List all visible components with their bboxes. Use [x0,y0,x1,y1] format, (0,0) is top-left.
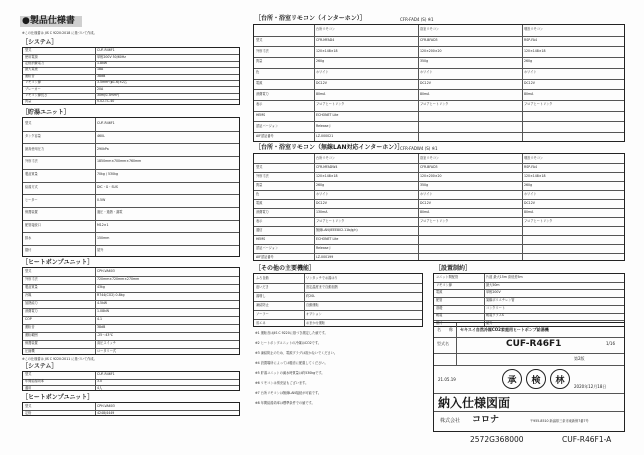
table-cell: フロアヒートリンク [420,102,449,107]
table-cell: 据付 [436,321,443,326]
table-cell: 最大電流 [25,67,38,72]
remote2-title: ［台所・浴室リモコン（無線LAN対応インターホン）］ [255,144,404,151]
table-cell: 120×200×20 [420,48,442,53]
table-row-divider [254,132,624,133]
table-cell: CPH-VA603 [97,269,115,273]
model-label: 型式名 [437,341,449,346]
table-cell: 過圧・過熱・漏電 [97,210,123,215]
table-cell: 運転音 [25,325,35,329]
table-row-divider [23,245,239,246]
table-cell: M12×1 [97,222,109,227]
revision-date: 21.05.19 [438,377,456,382]
table-cell: ホワイト [316,191,329,196]
table-cell: 色 [256,70,260,75]
table-row-divider [254,253,624,254]
table-column-divider [95,372,96,390]
table-cell: 型式 [256,38,263,43]
table-row-divider [23,131,239,132]
table-cell: 給湯方式 [25,184,38,189]
titleblock [433,322,625,432]
table-row-divider [254,36,624,37]
table-cell: 80mA [524,209,534,214]
table-cell: フロアヒートリンク [524,218,553,223]
table-cell: CFR-BFAD3 [420,38,438,43]
footnote: ※8 年間給湯効率は標準条件での値です。 [255,401,315,405]
table-cell: ワンタッチでお湯はり [306,275,338,280]
table-cell: 0.5W [97,197,106,202]
table-column-divider [304,274,305,326]
table-cell: 定格消費電力 [25,61,45,65]
table-cell: 電源 [256,80,263,85]
table-row-divider [23,284,239,285]
table-row-divider [23,348,239,349]
table-cell: LZ-000021 [316,134,334,139]
table-cell: CPH-VA603 [97,403,115,408]
table-cell: 20A [97,86,104,91]
table-header-cell: 浴室リモコン [420,27,440,32]
table-cell: 使用電源 [25,54,38,59]
table-cell: 設定温度まで自動加熱 [306,284,338,289]
remote1-table [253,24,625,142]
heatpump2-section-title: ［ヒートポンプユニット］ [22,394,94,401]
table-row-divider [23,385,239,386]
table-column-divider [484,274,485,326]
name-label: 名 称 [437,327,453,332]
table-cell: 冷媒 [25,293,32,297]
table-cell: ブレーカー [25,86,41,91]
table-cell: フロアヒートリンク [524,102,553,107]
table-cell: DC12V [316,200,327,205]
table-column-divider [95,268,96,354]
table-cell: 外形寸法 [256,48,269,53]
page-title: ●製品仕様書 [22,16,75,26]
footnote: ※3 凍結防止のため、電源プラグは抜かないでください。 [255,351,338,355]
sheet-number: 1/16 [606,341,615,346]
table-cell: CUF-R46F1 [97,372,115,377]
table-cell: 型式 [25,403,32,408]
table-cell: CUF-R46F1 [97,121,115,126]
table-row-divider [254,68,624,69]
table-cell: DIC・G・SUS [97,184,118,189]
table-cell: オプション [306,311,322,316]
table-cell: R744(CO2) 0.8kg [97,293,125,297]
table-cell: 製品質量 [25,285,38,289]
table-row-divider [434,297,624,298]
table-cell: 18A [97,67,104,72]
table-row-divider [23,232,239,233]
table-cell: Release J [316,245,331,250]
tank-section-title: ［貯湯ユニット］ [22,109,70,116]
table-cell: 型式 [25,372,32,377]
table-cell: 単相200V 50/60Hz [97,54,126,59]
table-cell: ホワイト [316,70,329,75]
table-cell: 260g [524,59,533,64]
footer-code: 2572G368000 [470,435,524,444]
remote2-model: CFR-FADW4 (S) ※1 [400,146,438,151]
table-cell: AIF認証番号 [256,254,274,259]
table-cell: 120×148×18 [524,48,546,53]
table-cell: 片道 最大15m 高低差5m [486,274,523,279]
table-cell: 4.1 [97,317,103,321]
table-cell: 720mm×720mm×270mm [97,277,140,281]
table-cell: 1850mm×700mm×760mm [97,159,142,164]
table-cell: 290kPa [97,146,109,151]
table-cell: DC12V [316,80,327,85]
table-cell: CUF-R46F1 [97,48,115,53]
table-cell: 80mA [524,91,534,96]
table-row-divider [23,379,239,380]
table-column-divider [522,25,523,141]
table-cell: 色 [256,191,260,196]
table-row-divider [23,194,239,195]
table-cell: Release J [316,123,331,128]
table-row-divider [254,172,624,173]
table-column-divider [418,154,419,260]
table-row-divider [254,208,624,209]
table-cell: 最高使用圧力 [25,146,45,151]
table-cell: 120×200×20 [420,173,442,178]
table-row-divider [23,67,239,68]
table-cell: 型式 [25,121,32,126]
table-cell: 通信 [256,227,263,232]
table-cell: AIF認証番号 [256,134,274,139]
functions-table [253,273,423,327]
table-cell: 38dB [97,73,106,78]
table-cell: 凍結防止 [256,302,269,307]
table-cell: 圧縮機 [25,349,35,353]
table-cell: 排水 [25,235,32,240]
table-row-divider [23,220,239,221]
table-cell: 消費電力 [256,209,269,214]
table-cell: 外形寸法 [25,277,38,281]
functions-title: ［その他の主要機能］ [255,265,316,272]
table-cell: 43kg [97,285,105,289]
table-row-divider [434,313,624,314]
table-cell: ホワイト [420,70,433,75]
table-header-cell: 増設リモコン [524,27,544,32]
table-cell: 消費電力 [256,91,269,96]
table-row-divider [23,207,239,208]
heatpump-section-title: ［ヒートポンプユニット］ [22,259,94,266]
table-cell: 約20L [306,293,316,298]
table-cell: 260g [316,59,325,64]
table-cell: ヒーター [25,197,38,202]
system-table [22,47,240,105]
table-cell: 追いだき [256,284,269,289]
table-row-divider [254,57,624,58]
table-cell: 130mA [316,209,328,214]
table-cell: 150mm [97,235,110,240]
table-row-divider [254,226,624,227]
footnote: ※2 ヒートポンプユニットの冷媒はCO2です。 [255,341,321,345]
table-row-divider [254,235,624,236]
table-cell: 型式 [256,164,263,169]
sheet-edition: 第2版 [574,356,585,361]
table-cell: 350g [420,182,429,187]
table-cell: フロアヒートリンク [316,102,345,107]
table-cell: 電源 [256,200,263,205]
table-cell: 型式 [25,48,32,53]
table-row-divider [254,46,624,47]
table-row-divider [254,163,624,164]
table-cell: 1.8kW [97,61,108,65]
table-row-divider [434,305,624,306]
table-cell: 4248/4449 [97,410,115,415]
table-cell: 電源 [436,290,443,295]
table-cell: 80mA [420,209,430,214]
table-cell: DC12V [524,200,535,205]
table-cell: 4人 [97,385,103,390]
table-cell: 定格 [25,410,32,415]
table-row-divider [23,61,239,62]
table-cell: 年間給湯効率 [25,378,45,383]
table-cell: 配管 [436,297,443,302]
table-cell: 認証バージョン [256,245,279,250]
table-cell: CFR-MFAD4 [316,38,335,43]
table-cell: HEMS [256,112,266,117]
table-cell: ロータリー式 [97,349,117,353]
table-row-divider [254,121,624,122]
table-row-divider [23,308,239,309]
table-cell: 認証バージョン [256,123,279,128]
table-cell: 外形寸法 [25,159,38,164]
table-row-divider [254,244,624,245]
table-cell: ECHONET Lite [316,112,339,117]
table-row-divider [23,300,239,301]
table-cell: 型式 [25,269,32,273]
footnote: ※4 設置場所によっては騒音に配慮してください。 [255,361,328,365]
table-row-divider [254,100,624,101]
table-cell: 1.08kW [97,309,110,313]
table-cell: 屋外 [97,248,104,253]
name-stamp: 林 [550,369,570,389]
table-cell: 表示 [256,218,263,223]
footnote: ※1 運転音はJIS C 9220に基づき測定した値です。 [255,331,328,335]
table-cell: 保護装置 [25,210,38,215]
table-cell: 350g [420,59,429,64]
footnotes [255,332,425,418]
table-cell: 高圧スイッチ [97,341,116,345]
table-row-divider [434,282,624,283]
table-cell: 最大50m [486,282,500,287]
company-label: 株式会社 [440,418,461,424]
table-row-divider [254,292,422,293]
table-cell: フロアヒートリンク [420,218,449,223]
table-row-divider [254,283,422,284]
table-header-cell: 台所リモコン [316,27,336,32]
table-column-divider [314,25,315,141]
table-cell: DC12V [420,200,431,205]
table-cell: ECHONET Lite [316,236,339,241]
table-row-divider [23,410,239,411]
table-cell: 加熱能力 [25,301,38,305]
spec-note: ※この仕様書は JIS C 9220:2018 に基づいて作成。 [22,31,97,35]
table-column-divider [418,25,419,141]
table-row-divider [23,54,239,55]
table-cell: 80mA [420,91,430,96]
drawing-title: 納入仕様図面 [438,396,511,410]
table-row-divider [23,86,239,87]
heatpump-table [22,267,240,355]
table-cell: 製品質量 [25,172,38,177]
table-header-cell: 浴室リモコン [420,155,440,160]
table-cell: ホワイト [420,191,433,196]
table-cell: ホワイト [524,191,537,196]
table-cell: 無線LAN(IEEE802.11b/g/n) [316,227,358,232]
table-row-divider [254,199,624,200]
table-column-divider [95,403,96,415]
table-column-divider [95,48,96,104]
check-stamp: 検 [526,369,546,389]
table-cell: 表示 [256,102,263,107]
table-cell: 質量 [256,182,263,187]
table-cell: 配管接続口 [25,222,41,227]
table-cell: DC12V [524,80,535,85]
table-row-divider [254,89,624,90]
table-cell: リモコン線 [436,282,452,287]
remote1-title: ［台所・浴室リモコン（インターホン）］ [255,15,366,22]
table-row-divider [23,169,239,170]
table-row-divider [23,340,239,341]
table-row-divider [254,319,422,320]
issue-date: 2020年12月18日 [574,384,607,389]
table-row-divider [254,111,624,112]
table-cell: RSP-FA4 [524,38,537,43]
name-value: セキスイ自然冷媒CO2家庭用ヒートポンプ給湯機 [460,327,549,332]
approval-stamp: 承 [502,369,522,389]
table-cell: RSP-FA4 [524,164,537,169]
company-address: 〒955-8510 新潟県三条市東新保7番7号 [530,419,589,423]
table-row-divider [23,332,239,333]
table-cell: 架橋ポリエチレン管 [486,297,515,302]
table-cell: 質量 [25,99,32,104]
table-row-divider [254,217,624,218]
table-cell: 耐震 [436,313,443,318]
table-cell: リモコン線 [25,80,41,85]
table-row-divider [23,99,239,100]
table-row-divider [23,316,239,317]
table-cell: ユニット間配管 [436,274,459,279]
table-cell: ふろ自動 [256,275,269,280]
table-cell: V-02-TC-40 [97,99,115,104]
system-section-title: ［システム］ [22,39,58,46]
table-cell: ホワイト [524,70,537,75]
table-header-cell: 増設リモコン [524,155,544,160]
table-cell: DC12V [420,80,431,85]
table-row-divider [23,292,239,293]
table-cell: おまかせ運転 [306,320,326,325]
table-row-divider [254,301,422,302]
table-column-divider [95,118,96,256]
footnote: ※7 台所リモコンは無線LAN接続が可能です。 [255,391,322,395]
table-cell: 38dB [97,325,106,329]
table-row-divider [23,156,239,157]
table-cell: 120×148×18 [524,173,546,178]
table-cell: ソーラー [256,311,269,316]
table-cell: 質量 [256,59,263,64]
heatpump2-table [22,402,240,416]
table-cell: 運転音 [25,73,35,78]
table-cell: 260g [316,182,325,187]
system2-table [22,371,240,391]
table-cell: コンクリート [486,305,506,310]
table-cell: 据付 [25,248,32,253]
table-row-divider [254,181,624,182]
table-row-divider [254,190,624,191]
table-cell: 120×148×18 [316,173,338,178]
model-value: CUF-R46F1 [506,339,562,349]
table-cell: -25〜43℃ [97,333,114,337]
table-cell: 耐震クラスS [486,313,504,318]
table-cell: 単相200V [486,290,501,295]
table-row-divider [23,324,239,325]
table-cell: 30m(0.3mm²) [97,93,120,97]
table-cell: 運転範囲 [25,333,38,337]
table-row-divider [434,289,624,290]
remote2-table [253,153,625,261]
table-cell: 4.5kW [97,301,108,305]
table-row-divider [254,310,422,311]
table-cell: 外形寸法 [256,173,269,178]
table-cell: 屋外 [486,321,493,326]
table-row-divider [254,79,624,80]
tank-table [22,117,240,257]
table-cell: タンク容量 [25,134,41,139]
table-cell: リモコン線長さ [25,93,48,97]
table-cell: 3.0 [97,378,103,383]
table-cell: 80mA [316,91,326,96]
table-cell: 260g [524,182,533,187]
install-table [433,273,625,327]
table-column-divider [522,154,523,260]
table-cell: 保護装置 [25,341,38,345]
table-cell: 120×148×18 [316,48,338,53]
table-cell: COP [25,317,32,321]
system2-section-title: ［システム］ [22,363,58,370]
table-cell: 省エネ [256,320,266,325]
table-cell: LZ-000199 [316,254,334,259]
table-header-cell: 台所リモコン [316,155,336,160]
table-column-divider [314,154,315,260]
table-cell: CFR-MFADW4 [316,164,338,169]
table-cell: CFR-BFAD3 [420,164,438,169]
footer-model: CUF-R46F1-A [562,435,612,444]
table-cell: 適用 [25,385,32,390]
table-cell: 70kg / 530kg [97,172,118,177]
table-row-divider [23,80,239,81]
table-row-divider [23,93,239,94]
spec-note-2: ※この仕様書は JIS C 9220:2011 に基づいて作成。 [22,357,97,361]
table-cell: フロアヒートリンク [316,218,345,223]
table-row-divider [23,182,239,183]
company-name: コロナ [472,415,500,425]
table-row-divider [23,143,239,144]
table-cell: 自動運転 [306,302,319,307]
footnote: ※6 リモコンは別売品もございます。 [255,381,309,385]
table-cell: 3.5mm²(φ1.6)×2芯 [97,80,128,85]
install-title: ［設置制約］ [435,265,472,272]
table-cell: 基礎 [436,305,443,310]
table-cell: HEMS [256,236,266,241]
footnote: ※5 貯湯ユニットの満水時質量は約530kgです。 [255,371,325,375]
table-cell: 460L [97,134,105,139]
table-row-divider [23,74,239,75]
table-cell: 湯増し [256,293,266,298]
table-cell: 消費電力 [25,309,38,313]
remote1-model: CFR-FAD4 (S) ※1 [400,17,434,22]
